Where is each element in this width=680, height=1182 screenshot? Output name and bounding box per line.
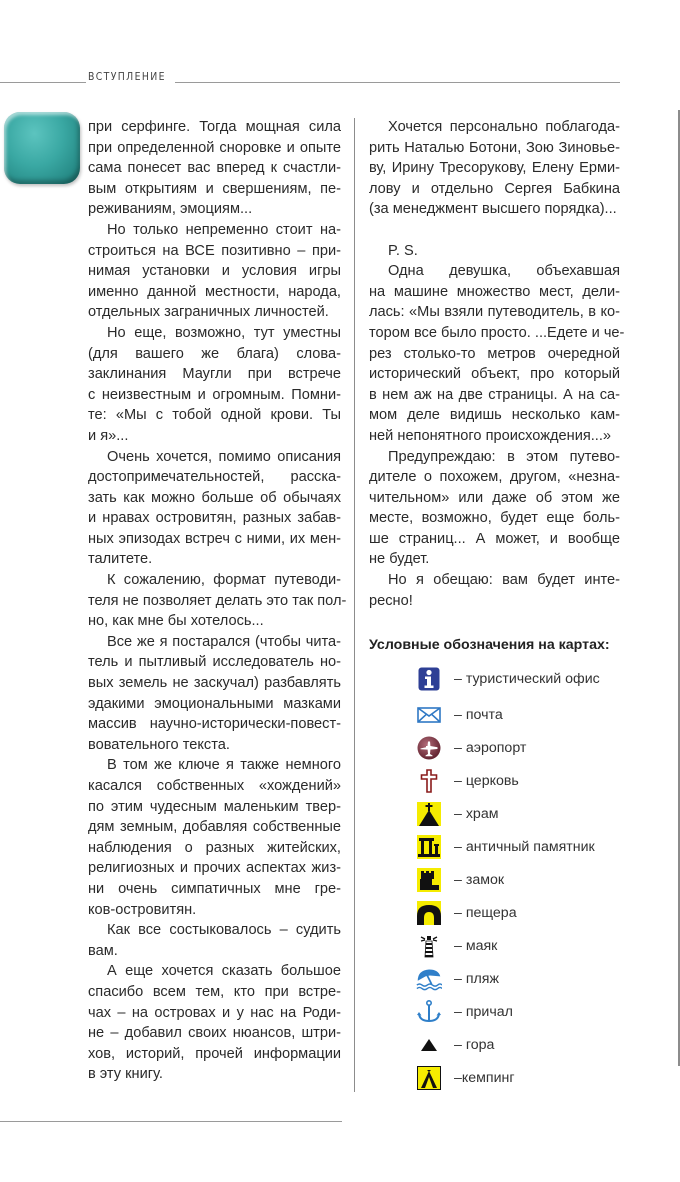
text-line: не – добавил своих нюансов, штри- [88,1025,341,1042]
paragraph [369,447,620,571]
text-line: Но еще, возможно, тут уместны [107,324,341,341]
text-line: чах – на островах и у нас на Роди- [88,1004,341,1021]
legend-label: – гора [454,1037,495,1053]
text-line: при определенной сноровке и опыте [88,139,341,156]
text-line: не будет. [369,551,430,568]
text-line: (за менеджмент высшего порядка)... [369,201,617,218]
text-line: строиться на ВСЕ позитивно – при- [88,242,341,259]
text-line: те: «Мы с тобой одной крови. Ты [88,407,341,424]
text-line: Одна девушка, объехавшая [388,263,620,280]
text-line: религиозных и прочих аспектах жиз- [88,860,341,877]
text-line: касался собственных «хождений» [88,778,341,794]
legend-item [416,736,527,760]
paragraph [88,323,341,447]
text-line: Предупреждаю: в этом путево- [388,448,620,465]
paragraph [88,755,341,920]
text-line: исторический объект, про который [369,366,620,383]
anchor-icon [416,1000,442,1024]
text-line: лась: «Мы взяли путеводитель, в ко- [369,304,620,321]
text-line: достопримечательностей, расска- [88,469,341,486]
text-line: мом деле видишь несколько кам- [369,407,620,424]
paragraph [369,570,620,611]
text-line: массив научно-исторически-повест- [88,716,341,733]
legend-label: – почта [454,707,503,723]
text-line: дям земным, добавляя собственные [88,819,341,836]
header-rule-left [0,82,86,83]
legend-item [416,835,595,859]
legend-title: Условные обозначения на картах: [369,637,610,653]
legend-item [416,769,519,793]
text-line: (для вашего же блага) слова- [88,345,341,362]
airport-icon [416,736,442,760]
text-line: ву, Ирину Тресорукову, Елену Ерми- [369,160,620,177]
text-line: при серфинге. Тогда мощная сила [88,119,341,135]
text-line: теля не позволяет делать это так пол- [88,592,347,609]
paragraph [88,117,341,220]
text-line: тель и пытливый исследователь но- [88,654,341,671]
legend-item [416,703,503,727]
text-line: отдельных заграничных личностей. [88,304,329,321]
legend-item [416,1066,515,1090]
legend-label: –кемпинг [454,1070,515,1086]
text-line: ных эпизодах встреч с ними, их мен- [88,530,341,547]
text-line: дителе о похожем, другом, «незна- [369,469,620,486]
legend-label: – маяк [454,938,498,954]
text-line: хов, историй, прочей информации [88,1045,341,1062]
text-line: Очень хочется, помимо описания [107,448,341,465]
text-line: талитете. [88,551,153,568]
text-line: наблюдения о разных житейских, [88,839,341,856]
footer-rule [0,1121,342,1122]
text-line: вых земель не заскучал) разбавлять [88,675,341,692]
text-line: ков-островитян. [88,901,197,918]
paragraph [369,117,620,220]
text-line: лову и отдельно Сергея Бабкина [369,180,620,197]
legend-item [416,967,499,991]
text-line: P. S. [388,242,418,259]
temple-icon [416,802,442,826]
header-rule-right [175,82,620,83]
text-line: месте, возможно, будет еще боль- [369,510,620,527]
text-line: вовательного текста. [88,736,230,753]
legend-item [416,934,498,958]
mail-icon [416,703,442,727]
paragraph [369,261,625,446]
text-line: именно данной местности, народа, [88,283,341,300]
legend-label: – церковь [454,773,519,789]
legend-label: – пляж [454,971,499,987]
legend-label: – аэропорт [454,740,527,756]
church-icon [416,769,442,793]
text-line: ней непонятного происхождения...» [369,427,612,444]
text-line: реживаниям, эмоциям... [88,201,253,218]
ancient-monument-icon [416,835,442,859]
column-divider [354,118,355,1092]
legend-label: – замок [454,872,505,888]
beach-icon [416,967,442,991]
mountain-icon [416,1033,442,1057]
legend-item [416,1033,495,1057]
paragraph [88,447,341,571]
text-line: ше страниц... А может, и вообще [369,530,620,547]
paragraph [88,961,341,1085]
text-line: на машине множество мест, дели- [369,283,620,300]
text-line: В том же ключе я также немного [107,757,341,774]
text-line: и я»... [88,427,129,444]
text-line: но, как мне бы хотелось... [88,613,264,630]
paragraph [88,220,341,323]
text-line: по этим чудесным маленьким твер- [88,798,341,815]
text-line: ресно! [369,592,413,609]
section-title: ВСТУПЛЕНИЕ [88,70,166,83]
cave-icon [416,901,442,925]
camping-icon [416,1066,442,1090]
castle-icon [416,868,442,892]
legend-label: – причал [454,1004,513,1020]
text-line: Хочется персонально поблагода- [388,119,620,135]
legend-label: – храм [454,806,499,822]
text-line: сама понесет вас вперед к счастли- [88,160,341,177]
lighthouse-icon [416,934,442,958]
left-text-column [88,117,347,1085]
text-line: зать как можно больше об обычаях [88,489,341,506]
legend-label: – античный памятник [454,839,595,855]
legend-item [416,868,505,892]
legend-item [416,1000,513,1024]
chapter-tab-marker [4,112,80,184]
text-line: вам. [88,942,118,959]
legend-item [416,802,499,826]
text-line: нимая установки и условия игры [88,263,341,280]
text-line: А еще хочется сказать большое [107,963,341,980]
legend-item [416,667,600,691]
text-line: эдакими эмоциональными мазками [88,695,341,712]
legend-label: – туристический офис [454,671,600,687]
text-line: Все же я постарался (чтобы чита- [107,633,341,650]
text-line: рить Наталью Ботони, Зою Зиновье- [369,139,620,156]
right-text-column [369,117,625,611]
text-line: вым открытиям и свершениям, пе- [88,180,341,197]
text-line: тором все было просто. ...Едете и че- [369,324,625,341]
text-line: заклинания Маугли при встрече [88,366,341,383]
text-line: в нем аж на две страницы. А на са- [369,386,620,403]
text-line: рез столько-то метров очередной [369,345,620,362]
text-line: Как все состыковалось – судить [107,922,341,939]
paragraph [88,920,341,961]
text-line: в эту книгу. [88,1066,163,1083]
info-icon [416,667,442,691]
text-line: Но я обещаю: вам будет инте- [388,572,620,589]
legend-item [416,901,517,925]
text-line: Но только непременно стоит на- [107,221,341,238]
text-line: чительном» или даже об этом же [369,489,620,506]
paragraph [88,632,341,756]
text-line: спасибо всем тем, кто при встре- [88,983,341,1000]
text-line: ни очень симпатичных мне гре- [88,880,341,897]
paragraph [88,570,347,632]
text-line: К сожалению, формат путеводи- [107,572,341,589]
legend-label: – пещера [454,905,517,921]
text-line: и нравах островитян, разных забав- [88,510,341,527]
paragraph [369,241,620,262]
text-line: с неизвестным и огромным. Помни- [88,386,341,403]
